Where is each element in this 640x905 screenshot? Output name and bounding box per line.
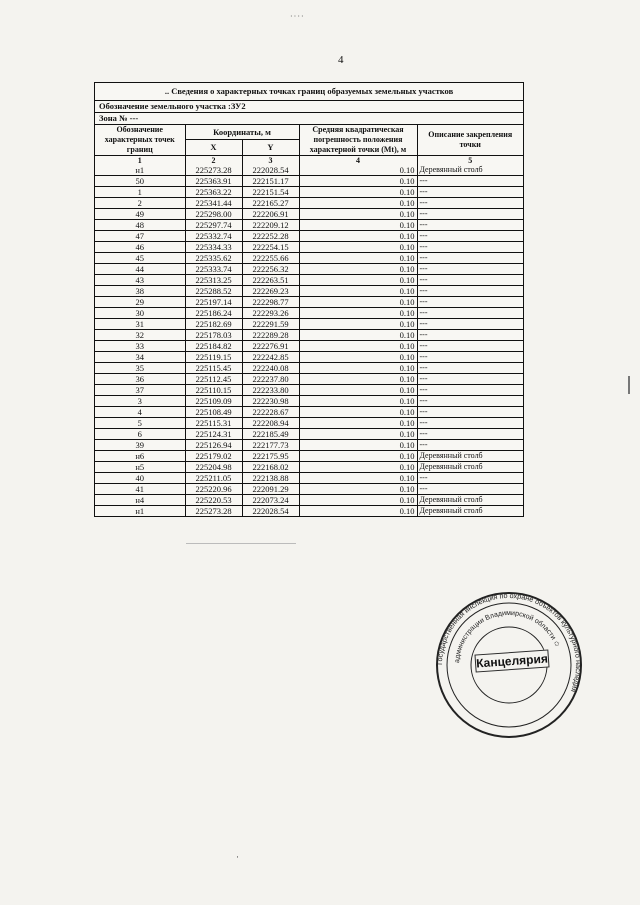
error-cell: 0.10 (299, 352, 417, 363)
table-row (95, 462, 523, 473)
error-cell: 0.10 (299, 209, 417, 220)
y-cell: 222254.15 (242, 242, 299, 253)
table-row (95, 440, 523, 451)
y-cell: 222255.66 (242, 253, 299, 264)
page-number: 4 (338, 54, 344, 66)
table-row (95, 484, 523, 495)
x-cell: 225363.22 (185, 187, 242, 198)
header-coords: Координаты, м (185, 125, 299, 139)
x-cell: 225186.24 (185, 308, 242, 319)
description-cell: --- (417, 440, 523, 451)
point-cell: 32 (95, 330, 185, 341)
error-cell: 0.10 (299, 473, 417, 484)
y-cell: 222168.02 (242, 462, 299, 473)
y-cell: 222252.28 (242, 231, 299, 242)
error-cell: 0.10 (299, 176, 417, 187)
x-cell: 225182.69 (185, 319, 242, 330)
table-row (95, 209, 523, 220)
description-cell: --- (417, 352, 523, 363)
x-cell: 225334.33 (185, 242, 242, 253)
y-cell: 222177.73 (242, 440, 299, 451)
y-cell: 222263.51 (242, 275, 299, 286)
header-description: Описание закрепления точки (417, 125, 523, 156)
description-cell: --- (417, 264, 523, 275)
description-cell: --- (417, 209, 523, 220)
x-cell: 225220.96 (185, 484, 242, 495)
error-cell: 0.10 (299, 407, 417, 418)
description-cell: --- (417, 198, 523, 209)
table-row (95, 297, 523, 308)
y-cell: 222230.98 (242, 396, 299, 407)
y-cell: 222242.85 (242, 352, 299, 363)
svg-text:Государственная инспекция по о: Государственная инспекция по охране объектов культурного наследия (434, 590, 584, 694)
point-cell: 5 (95, 418, 185, 429)
table-row (95, 495, 523, 506)
y-cell: 222138.88 (242, 473, 299, 484)
table-row (95, 264, 523, 275)
point-cell: н1 (95, 165, 185, 176)
error-cell: 0.10 (299, 286, 417, 297)
table-row (95, 319, 523, 330)
point-cell: 30 (95, 308, 185, 319)
point-cell: 34 (95, 352, 185, 363)
table-row (95, 308, 523, 319)
error-cell: 0.10 (299, 506, 417, 517)
table-row (95, 473, 523, 484)
error-cell: 0.10 (299, 297, 417, 308)
description-cell: --- (417, 374, 523, 385)
description-cell: --- (417, 396, 523, 407)
x-cell: 225112.45 (185, 374, 242, 385)
land-parcel-label: Обозначение земельного участка :ЗУ2 (95, 101, 523, 113)
description-cell: Деревянный столб (417, 506, 523, 517)
description-cell: --- (417, 308, 523, 319)
error-cell: 0.10 (299, 165, 417, 176)
table-row (95, 363, 523, 374)
divider (186, 543, 296, 544)
description-cell: --- (417, 275, 523, 286)
error-cell: 0.10 (299, 341, 417, 352)
header-index-5: 5 (417, 156, 523, 166)
point-cell: 49 (95, 209, 185, 220)
x-cell: 225273.28 (185, 506, 242, 517)
description-cell: --- (417, 429, 523, 440)
x-cell: 225184.82 (185, 341, 242, 352)
point-cell: 39 (95, 440, 185, 451)
y-cell: 222209.12 (242, 220, 299, 231)
y-cell: 222298.77 (242, 297, 299, 308)
table-row (95, 187, 523, 198)
y-cell: 222151.54 (242, 187, 299, 198)
y-cell: 222091.29 (242, 484, 299, 495)
point-cell: 29 (95, 297, 185, 308)
table-body (95, 165, 523, 516)
point-cell: 41 (95, 484, 185, 495)
description-cell: --- (417, 231, 523, 242)
x-cell: 225335.62 (185, 253, 242, 264)
y-cell: 222233.80 (242, 385, 299, 396)
error-cell: 0.10 (299, 418, 417, 429)
margin-mark (628, 376, 630, 394)
point-cell: 38 (95, 286, 185, 297)
y-cell: 222228.67 (242, 407, 299, 418)
svg-text:администрации Владимирской обл: администрации Владимирской области ✩ (454, 609, 561, 664)
error-cell: 0.10 (299, 363, 417, 374)
error-cell: 0.10 (299, 440, 417, 451)
description-cell: Деревянный столб (417, 462, 523, 473)
point-cell: 46 (95, 242, 185, 253)
x-cell: 225115.45 (185, 363, 242, 374)
header-index-2: 2 (185, 156, 242, 166)
header-error: Средняя квадратическая погрешность положения характерной точки (Mt), м (299, 125, 417, 156)
point-cell: н1 (95, 506, 185, 517)
y-cell: 222240.08 (242, 363, 299, 374)
x-cell: 225333.74 (185, 264, 242, 275)
x-cell: 225110.15 (185, 385, 242, 396)
table-row (95, 330, 523, 341)
table-row (95, 396, 523, 407)
error-cell: 0.10 (299, 396, 417, 407)
x-cell: 225363.91 (185, 176, 242, 187)
x-cell: 225126.94 (185, 440, 242, 451)
point-cell: 36 (95, 374, 185, 385)
error-cell: 0.10 (299, 242, 417, 253)
y-cell: 222028.54 (242, 165, 299, 176)
y-cell: 222175.95 (242, 451, 299, 462)
header-x: X (185, 139, 242, 155)
table-row (95, 385, 523, 396)
table-row (95, 286, 523, 297)
point-cell: н5 (95, 462, 185, 473)
error-cell: 0.10 (299, 198, 417, 209)
x-cell: 225298.00 (185, 209, 242, 220)
description-cell: --- (417, 187, 523, 198)
point-cell: 6 (95, 429, 185, 440)
y-cell: 222073.24 (242, 495, 299, 506)
x-cell: 225119.15 (185, 352, 242, 363)
table-row (95, 418, 523, 429)
x-cell: 225179.02 (185, 451, 242, 462)
table-row (95, 407, 523, 418)
x-cell: 225108.49 (185, 407, 242, 418)
x-cell: 225297.74 (185, 220, 242, 231)
description-cell: --- (417, 176, 523, 187)
point-cell: 37 (95, 385, 185, 396)
zone-label: Зона № --- (95, 113, 523, 125)
x-cell: 225288.52 (185, 286, 242, 297)
point-cell: 31 (95, 319, 185, 330)
y-cell: 222028.54 (242, 506, 299, 517)
x-cell: 225124.31 (185, 429, 242, 440)
y-cell: 222289.28 (242, 330, 299, 341)
error-cell: 0.10 (299, 429, 417, 440)
x-cell: 225178.03 (185, 330, 242, 341)
point-cell: 4 (95, 407, 185, 418)
table-row (95, 451, 523, 462)
error-cell: 0.10 (299, 220, 417, 231)
description-cell: --- (417, 286, 523, 297)
error-cell: 0.10 (299, 319, 417, 330)
seal-label: Канцелярия (474, 649, 549, 672)
point-cell: 50 (95, 176, 185, 187)
header-index-1: 1 (95, 156, 185, 166)
point-cell: 40 (95, 473, 185, 484)
error-cell: 0.10 (299, 253, 417, 264)
error-cell: 0.10 (299, 187, 417, 198)
error-cell: 0.10 (299, 330, 417, 341)
description-cell: --- (417, 253, 523, 264)
point-cell: 33 (95, 341, 185, 352)
error-cell: 0.10 (299, 451, 417, 462)
y-cell: 222293.26 (242, 308, 299, 319)
point-cell: 48 (95, 220, 185, 231)
table-row (95, 374, 523, 385)
table-row (95, 506, 523, 517)
error-cell: 0.10 (299, 385, 417, 396)
table-row (95, 352, 523, 363)
point-cell: 35 (95, 363, 185, 374)
description-cell: --- (417, 484, 523, 495)
point-cell: 43 (95, 275, 185, 286)
table-row (95, 429, 523, 440)
description-cell: --- (417, 330, 523, 341)
y-cell: 222206.91 (242, 209, 299, 220)
point-cell: 3 (95, 396, 185, 407)
description-cell: --- (417, 473, 523, 484)
header-y: Y (242, 139, 299, 155)
x-cell: 225273.28 (185, 165, 242, 176)
error-cell: 0.10 (299, 231, 417, 242)
point-cell: 45 (95, 253, 185, 264)
error-cell: 0.10 (299, 462, 417, 473)
table-row (95, 253, 523, 264)
error-cell: 0.10 (299, 374, 417, 385)
error-cell: 0.10 (299, 495, 417, 506)
table-row (95, 231, 523, 242)
description-cell: --- (417, 297, 523, 308)
error-cell: 0.10 (299, 308, 417, 319)
y-cell: 222151.17 (242, 176, 299, 187)
x-cell: 225332.74 (185, 231, 242, 242)
x-cell: 225197.14 (185, 297, 242, 308)
table-row (95, 165, 523, 176)
x-cell: 225204.98 (185, 462, 242, 473)
x-cell: 225211.05 (185, 473, 242, 484)
description-cell: --- (417, 341, 523, 352)
y-cell: 222165.27 (242, 198, 299, 209)
point-cell: н4 (95, 495, 185, 506)
y-cell: 222276.91 (242, 341, 299, 352)
point-cell: н6 (95, 451, 185, 462)
point-cell: 1 (95, 187, 185, 198)
description-cell: Деревянный столб (417, 451, 523, 462)
table-row (95, 275, 523, 286)
y-cell: 222291.59 (242, 319, 299, 330)
top-mark: ···· (290, 12, 305, 21)
table-row (95, 220, 523, 231)
table-row (95, 198, 523, 209)
description-cell: --- (417, 407, 523, 418)
error-cell: 0.10 (299, 275, 417, 286)
x-cell: 225341.44 (185, 198, 242, 209)
description-cell: Деревянный столб (417, 165, 523, 176)
coordinates-sheet (94, 82, 524, 517)
header-point: Обозначение характерных точек границ (95, 125, 185, 156)
description-cell: --- (417, 363, 523, 374)
x-cell: 225109.09 (185, 396, 242, 407)
error-cell: 0.10 (299, 484, 417, 495)
sheet-title: .. Сведения о характерных точках границ образуемых земельных участков (95, 83, 523, 101)
x-cell: 225115.31 (185, 418, 242, 429)
bottom-mark: · (236, 852, 239, 862)
error-cell: 0.10 (299, 264, 417, 275)
point-cell: 44 (95, 264, 185, 275)
description-cell: --- (417, 242, 523, 253)
table-row (95, 242, 523, 253)
table-row (95, 341, 523, 352)
x-cell: 225220.53 (185, 495, 242, 506)
y-cell: 222256.32 (242, 264, 299, 275)
description-cell: --- (417, 220, 523, 231)
header-index-4: 4 (299, 156, 417, 166)
description-cell: Деревянный столб (417, 495, 523, 506)
point-cell: 47 (95, 231, 185, 242)
point-cell: 2 (95, 198, 185, 209)
x-cell: 225313.25 (185, 275, 242, 286)
coordinates-table (95, 125, 523, 516)
y-cell: 222237.80 (242, 374, 299, 385)
description-cell: --- (417, 319, 523, 330)
description-cell: --- (417, 418, 523, 429)
header-index-3: 3 (242, 156, 299, 166)
y-cell: 222208.94 (242, 418, 299, 429)
table-row (95, 176, 523, 187)
description-cell: --- (417, 385, 523, 396)
y-cell: 222185.49 (242, 429, 299, 440)
y-cell: 222269.23 (242, 286, 299, 297)
